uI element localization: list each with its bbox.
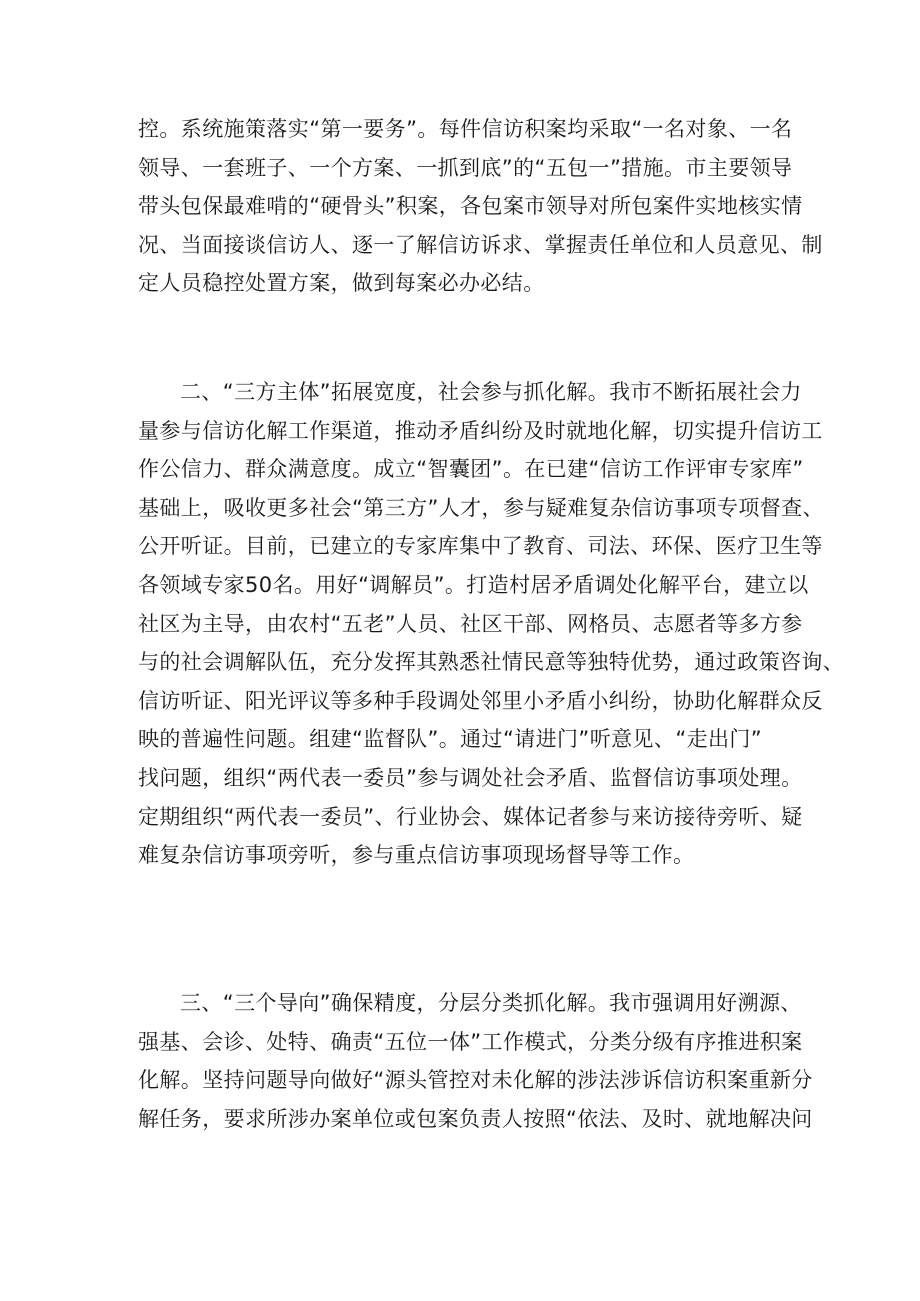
paragraph-line: 带头包保最难啃的“硬骨头”积案，各包案市领导对所包案件实地核实情 (138, 194, 803, 219)
paragraph-line: 强基、会诊、处特、确责“五位一体”工作模式，分类分级有序推进积案 (138, 1029, 803, 1054)
paragraph-line: 量参与信访化解工作渠道，推动矛盾纠纷及时就地化解，切实提升信访工 (138, 418, 823, 443)
paragraph-line: 社区为主导，由农村“五老”人员、社区干部、网格员、志愿者等多方参 (138, 611, 803, 636)
paragraph-line: 控。系统施策落实“第一要务”。每件信访积案均采取“一名对象、一名 (138, 117, 793, 141)
paragraph-2 (138, 373, 845, 952)
paragraph-line: 找问题，组织“两代表一委员”参与调处社会矛盾、监督信访事项处理。 (138, 765, 803, 790)
paragraph-line: 化解。坚持问题导向做好“源头管控对未化解的涉法涉诉信访积案重新分 (138, 1068, 813, 1093)
paragraph-line: 二、“三方主体”拓展宽度，社会参与抓化解。我市不断拓展社会力 (180, 380, 802, 404)
paragraph-line: 信访听证、阳光评议等多种手段调处邻里小矛盾小纠纷，协助化解群众反 (138, 688, 823, 713)
paragraph-line: 作公信力、群众满意度。成立“智囊团”。在已建“信访工作评审专家库” (138, 457, 804, 482)
paragraph-1 (138, 110, 823, 303)
paragraph-line: 映的普遍性问题。组建“监督队”。通过“请进门”听意见、“走出门” (138, 727, 763, 752)
paragraph-line: 难复杂信访事项旁听，参与重点信访事项现场督导等工作。 (138, 843, 695, 868)
paragraph-line: 定人员稳控处置方案，做到每案必办必结。 (138, 271, 545, 296)
paragraph-line: 公开听证。目前，已建立的专家库集中了教育、司法、环保、医疗卫生等 (138, 534, 823, 559)
paragraph-line (138, 913, 790, 952)
paragraph-line: 各领域专家50名。用好“调解员”。打造村居矛盾调处化解平台，建立以 (138, 572, 809, 597)
paragraph-line: 基础上，吸收更多社会“第三方”人才，参与疑难复杂信访事项专项督查、 (138, 495, 824, 520)
paragraph-3 (138, 984, 813, 1138)
paragraph-line: 解任务，要求所涉办案单位或包案负责人按照“依法、及时、就地解决问 (138, 1106, 813, 1131)
paragraph-line: 与的社会调解队伍，充分发挥其熟悉社情民意等独特优势，通过政策咨询、 (138, 650, 845, 675)
paragraph-line: 领导、一套班子、一个方案、一抓到底”的“五包一”措施。市主要领导 (138, 155, 793, 180)
paragraph-line (138, 875, 790, 914)
paragraph-line: 三、“三个导向”确保精度，分层分类抓化解。我市强调用好溯源、 (180, 991, 802, 1015)
paragraph-line: 定期组织“两代表一委员”、行业协会、媒体记者参与来访接待旁听、疑 (138, 804, 803, 829)
paragraph-line: 况、当面接谈信访人、逐一了解信访诉求、掌握责任单位和人员意见、制 (138, 232, 823, 257)
